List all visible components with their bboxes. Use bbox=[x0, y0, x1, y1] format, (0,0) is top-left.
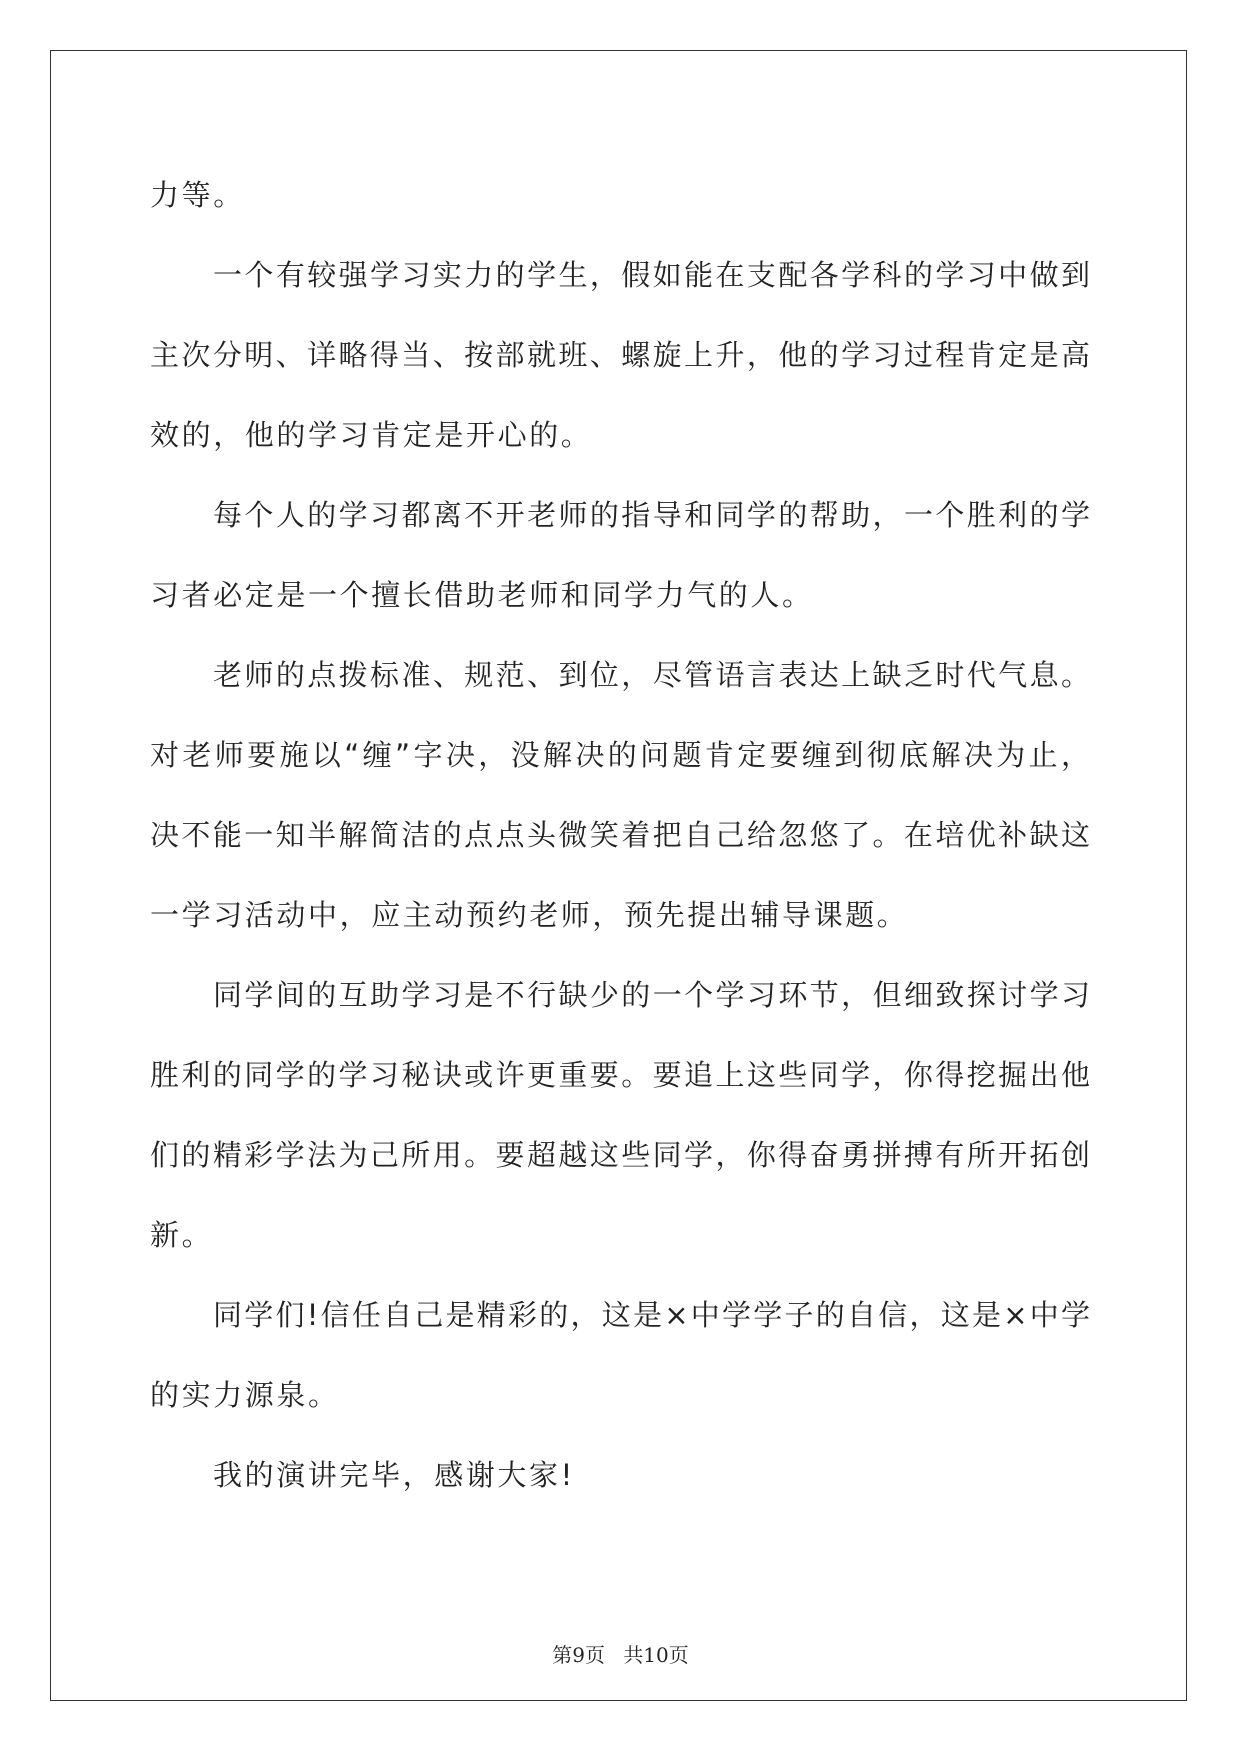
text-line: 力等。 bbox=[150, 178, 245, 212]
text-line: 决不能一知半解简洁的点点头微笑着把自己给忽悠了。在培优补缺这 bbox=[150, 818, 1090, 852]
text-line: 效的，他的学习肯定是开心的。 bbox=[150, 418, 593, 452]
text-line: 一个有较强学习实力的学生，假如能在支配各学科的学习中做到 bbox=[213, 258, 1090, 292]
page-number: 第9页 bbox=[552, 1643, 605, 1667]
page-footer bbox=[0, 1639, 1241, 1668]
text-line: 每个人的学习都离不开老师的指导和同学的帮助，一个胜利的学 bbox=[213, 498, 1090, 532]
text-line: 新。 bbox=[150, 1218, 214, 1252]
text-line: 同学们!信任自己是精彩的，这是×中学学子的自信，这是×中学 bbox=[213, 1298, 1090, 1332]
text-line: 习者必定是一个擅长借助老师和同学力气的人。 bbox=[150, 578, 814, 612]
document-body bbox=[150, 155, 1090, 1515]
text-line: 老师的点拨标准、规范、到位，尽管语言表达上缺乏时代气息。 bbox=[213, 658, 1090, 692]
text-line: 主次分明、详略得当、按部就班、螺旋上升，他的学习过程肯定是高 bbox=[150, 338, 1090, 372]
text-line: 的实力源泉。 bbox=[150, 1378, 340, 1412]
text-line: 们的精彩学法为己所用。要超越这些同学，你得奋勇拼搏有所开拓创 bbox=[150, 1138, 1090, 1172]
text-line: 同学间的互助学习是不行缺少的一个学习环节，但细致探讨学习 bbox=[213, 978, 1090, 1012]
text-line: 对老师要施以“缠”字决，没解决的问题肯定要缠到彻底解决为止， bbox=[150, 738, 1090, 772]
page-total: 共10页 bbox=[623, 1643, 689, 1667]
text-line: 我的演讲完毕，感谢大家! bbox=[213, 1458, 575, 1492]
text-line: 一学习活动中，应主动预约老师，预先提出辅导课题。 bbox=[150, 898, 909, 932]
text-line: 胜利的同学的学习秘诀或许更重要。要追上这些同学，你得挖掘出他 bbox=[150, 1058, 1090, 1092]
